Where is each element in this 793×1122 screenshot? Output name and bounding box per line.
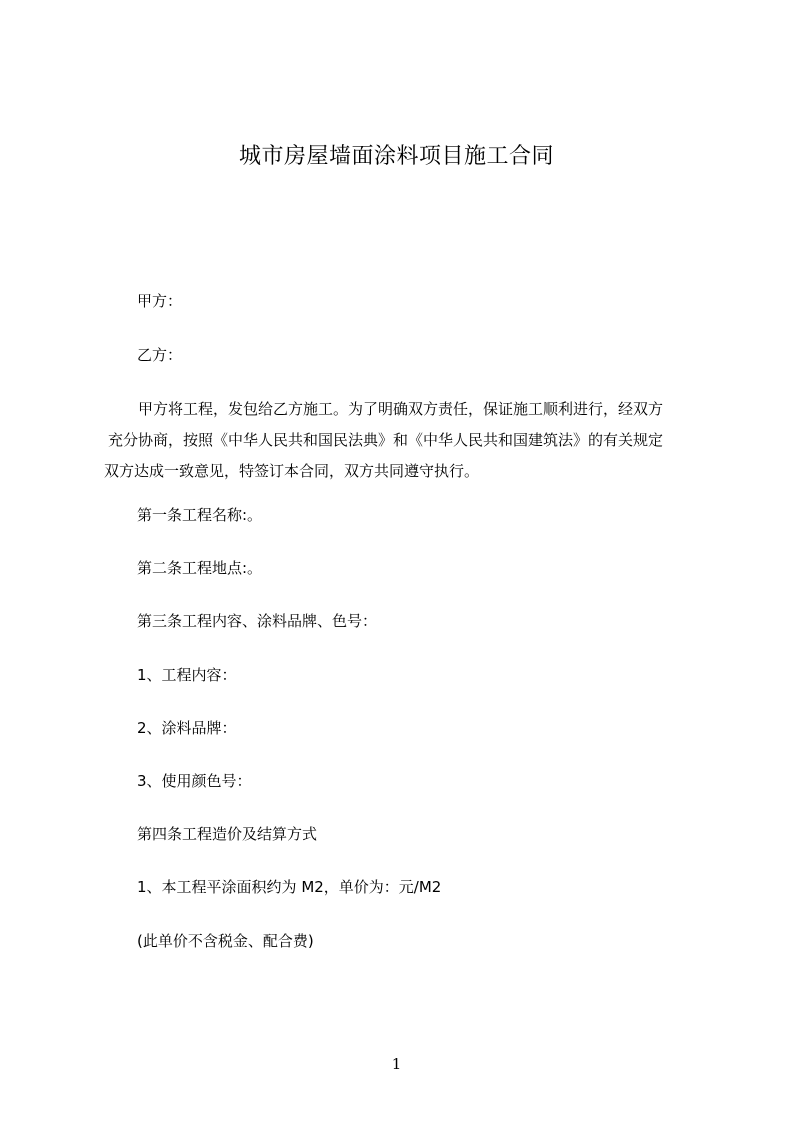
item-4-1: 1、本工程平涂面积约为 M2，单价为：元/M2 <box>137 878 442 896</box>
intro-line-1: 甲方将工程，发包给乙方施工。为了明确双方责任，保证施工顺利进行，经双方 <box>138 400 664 418</box>
article-4: 第四条工程造价及结算方式 <box>137 825 318 843</box>
party-b-label: 乙方： <box>137 346 183 364</box>
page-number: 1 <box>391 1055 402 1073</box>
article-2: 第二条工程地点:。 <box>137 559 263 577</box>
article-1: 第一条工程名称:。 <box>137 506 263 524</box>
item-3-3: 3、使用颜色号： <box>137 772 252 790</box>
item-3-2: 2、涂料品牌： <box>137 719 237 737</box>
article-3: 第三条工程内容、涂料品牌、色号： <box>137 612 378 630</box>
document-title: 城市房屋墙面涂料项目施工合同 <box>238 144 554 169</box>
item-3-1: 1、工程内容： <box>137 666 237 684</box>
note-4-1: (此单价不含税金、配合费) <box>137 932 314 950</box>
intro-line-3: 双方达成一致意见，特签订本合同，双方共同遵守执行。 <box>104 462 480 480</box>
party-a-label: 甲方： <box>137 292 183 310</box>
intro-line-2: 充分协商，按照《中华人民共和国民法典》和《中华人民共和国建筑法》的有关规定 <box>108 431 664 449</box>
intro-paragraph <box>104 394 708 487</box>
